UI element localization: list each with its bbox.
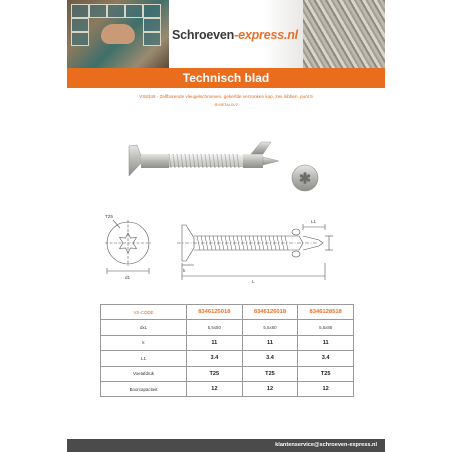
header-banner [67, 0, 385, 68]
footer-bar [67, 439, 385, 452]
table-cell: 3.4 [187, 351, 243, 366]
norm-mark: ⊕ METALIX/2 [214, 103, 238, 107]
d1-dimension-label: d1 [125, 275, 131, 280]
l1-dimension-label: L1 [311, 219, 317, 224]
table-cell: 11 [242, 335, 298, 350]
table-cell: 3.4 [242, 351, 298, 366]
head-dimension-label: T25 [105, 214, 113, 219]
table-cell: 5,5x60 [242, 320, 298, 335]
technical-drawing [67, 212, 385, 284]
specification-table [100, 304, 354, 397]
page-title: Technisch blad [182, 71, 270, 85]
table-row [101, 305, 354, 320]
table-row [101, 366, 354, 381]
table-row [101, 335, 354, 350]
row-label: Boorcapaciteit [101, 381, 187, 396]
product-code-cell[interactable]: 8346125018 [187, 305, 243, 320]
table-cell: 11 [187, 335, 243, 350]
table-cell: 12 [187, 381, 243, 396]
table-cell: 5,5x50 [187, 320, 243, 335]
row-label: L1 [101, 351, 187, 366]
table-cell: T25 [298, 366, 354, 381]
brand-logo[interactable] [172, 28, 298, 42]
product-code-cell[interactable]: 8346128518 [298, 305, 354, 320]
technical-sheet-page [67, 0, 385, 452]
brand-name-part1: Schroeven [172, 28, 235, 42]
row-label: k [101, 335, 187, 350]
logo-area [169, 0, 303, 68]
row-label: Voetafdruk [101, 366, 187, 381]
product-description: VS8346 - Zelfborende vleugelschroeven, gekerfde verzonken kop, zes lobben, punt 5 [139, 94, 313, 99]
customer-service-email[interactable]: klantenservice@schroeven-express.nl [275, 442, 377, 448]
table-row [101, 351, 354, 366]
toolbox-photo [67, 0, 169, 68]
table-cell: T25 [187, 366, 243, 381]
k-dimension-label: k [183, 268, 186, 273]
table-cell: 3.4 [298, 351, 354, 366]
row-label: VS-CODE [101, 305, 187, 320]
table-cell: 12 [298, 381, 354, 396]
table-row [101, 381, 354, 396]
screws-photo [303, 0, 385, 68]
table-cell: 12 [242, 381, 298, 396]
product-code-cell[interactable]: 8346126018 [242, 305, 298, 320]
row-label: dxL [101, 320, 187, 335]
table-cell: T25 [242, 366, 298, 381]
title-bar [67, 68, 385, 88]
table-row [101, 320, 354, 335]
brand-name-part2: -express.nl [234, 28, 298, 42]
table-cell: 5,5x85 [298, 320, 354, 335]
l-dimension-label: L [252, 279, 255, 284]
screw-photo [67, 130, 385, 210]
table-cell: 11 [298, 335, 354, 350]
